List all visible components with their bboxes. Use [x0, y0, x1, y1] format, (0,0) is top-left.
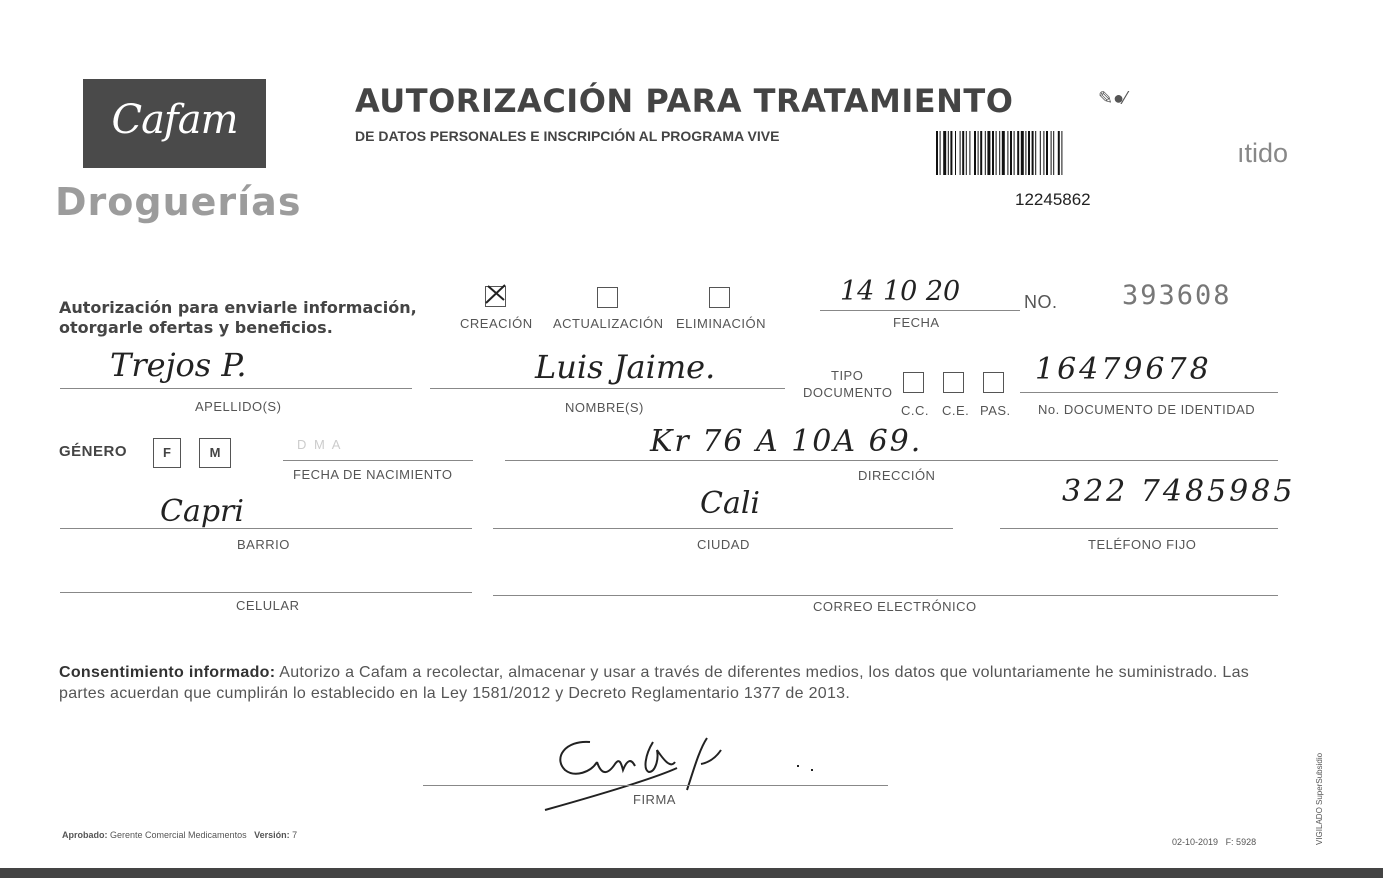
barcode-bar	[969, 131, 970, 175]
barcode-bar	[940, 131, 941, 175]
numero-documento-line	[1020, 392, 1278, 393]
intro-line-2: otorgarle ofertas y beneficios.	[59, 318, 333, 337]
barcode-bar	[1043, 131, 1044, 175]
ciudad-label: CIUDAD	[697, 537, 750, 552]
consent-text	[59, 662, 1279, 704]
genero-f-checkbox[interactable]: F	[153, 438, 181, 468]
genero-m-checkbox[interactable]: M	[199, 438, 231, 468]
barrio-line	[60, 528, 472, 529]
barcode-bar	[966, 131, 967, 175]
barcode-bar	[1010, 131, 1012, 175]
numero-documento-label: No. DOCUMENTO DE IDENTIDAD	[1038, 402, 1256, 417]
barcode-bar	[1032, 131, 1034, 175]
aprobado-value: Gerente Comercial Medicamentos	[110, 830, 247, 840]
cc-label: C.C.	[901, 403, 929, 418]
celular-label: CELULAR	[236, 598, 300, 613]
version-value: 7	[292, 830, 298, 840]
barcode-bar	[955, 131, 956, 175]
genero-label: GÉNERO	[59, 443, 128, 460]
numero-documento-value[interactable]: 16479678	[1035, 352, 1212, 387]
signature-label: FIRMA	[633, 792, 676, 807]
barcode-bar	[1061, 131, 1062, 175]
tipo-documento-label-2: DOCUMENTO	[803, 385, 893, 400]
telefono-value[interactable]: 322 7485985	[1062, 474, 1296, 509]
creacion-checkbox[interactable]	[485, 286, 506, 307]
form-number: 393608	[1122, 280, 1232, 311]
footer-codes	[1172, 837, 1256, 847]
form-number-label: NO.	[1024, 292, 1058, 312]
barcode-bar	[999, 131, 1000, 175]
apellidos-value[interactable]: Trejos P.	[110, 346, 247, 384]
correo-line[interactable]	[493, 595, 1278, 596]
barcode-bar	[1051, 131, 1052, 175]
barcode-bar	[978, 131, 979, 175]
aprobado-label: Aprobado:	[62, 830, 108, 840]
footer-approval	[62, 830, 297, 840]
barrio-label: BARRIO	[237, 537, 290, 552]
direccion-value[interactable]: Kr 76 A 10A 69.	[650, 424, 923, 459]
telefono-line	[1000, 528, 1278, 529]
intro-line-1: Autorización para enviarle información,	[59, 298, 417, 317]
ciudad-value[interactable]: Cali	[700, 486, 761, 521]
nombres-label: NOMBRE(S)	[565, 400, 644, 415]
barcode-bar	[950, 131, 952, 175]
barcode-bar	[985, 131, 986, 175]
barcode-bar	[987, 131, 990, 175]
barcode-bar	[992, 131, 994, 175]
consent-heading: Consentimiento informado:	[59, 664, 276, 681]
logo-text: Cafam	[111, 97, 238, 143]
barcode-bar	[1028, 131, 1030, 175]
page-subtitle: DE DATOS PERSONALES E INSCRIPCIÓN AL PROGRAMA VIVE	[355, 128, 780, 144]
ce-checkbox[interactable]	[943, 372, 964, 393]
signature-image	[535, 700, 825, 812]
barcode-bar	[1053, 131, 1054, 175]
eliminacion-checkbox[interactable]	[709, 287, 730, 308]
eliminacion-label: ELIMINACIÓN	[676, 316, 767, 331]
celular-line[interactable]	[60, 592, 472, 593]
nombres-value[interactable]: Luis Jaime.	[535, 348, 716, 386]
handwritten-mark: ✎●⁄	[1098, 88, 1127, 108]
barcode-bar	[1021, 131, 1024, 175]
signature-line[interactable]	[423, 785, 888, 786]
barcode-bar	[1002, 131, 1005, 175]
page-title: AUTORIZACIÓN PARA TRATAMIENTO	[355, 82, 1014, 120]
barrio-value[interactable]: Capri	[160, 494, 244, 529]
barcode-bar	[996, 131, 997, 175]
barcode-bar	[974, 131, 976, 175]
ciudad-line	[493, 528, 953, 529]
consent-body: Autorizo a Cafam a recolectar, almacenar y usar a través de diferentes medios, los datos que voluntariamente he suministrado. Las partes acuerdan que cumplirán lo establecido en la Ley 1581/2012 y Decreto Reglamentario 1377 de 2013.	[59, 664, 1250, 702]
date-code: 02-10-2019	[1172, 837, 1219, 847]
barcode-bar	[1035, 131, 1036, 175]
apellidos-label: APELLIDO(S)	[195, 399, 282, 414]
check-mark-icon	[483, 281, 509, 305]
tipo-documento-label-1: TIPO	[831, 368, 864, 383]
fecha-label: FECHA	[893, 315, 940, 330]
form-code: F: 5928	[1225, 837, 1257, 847]
barcode-bar	[1058, 131, 1060, 175]
vigilado-text: VIGILADO SuperSubsidio	[1315, 752, 1324, 845]
cafam-logo	[83, 79, 266, 168]
barcode-bar	[980, 131, 982, 175]
barcode-bar	[1040, 131, 1041, 175]
pas-label: PAS.	[980, 403, 1011, 418]
barcode-bar	[948, 131, 949, 175]
fecha-nacimiento-placeholder: D M A	[297, 437, 343, 452]
barcode-bar	[936, 131, 938, 175]
barcode-bar	[1014, 131, 1015, 175]
intro-text	[59, 298, 417, 338]
fecha-value[interactable]: 14 10 20	[840, 276, 961, 307]
barcode-bar	[1007, 131, 1008, 175]
brand-subtitle: Droguerías	[55, 180, 302, 224]
barcode-bar	[943, 131, 946, 175]
fecha-line	[820, 310, 1020, 311]
barcode-bar	[962, 131, 964, 175]
pas-checkbox[interactable]	[983, 372, 1004, 393]
barcode-bar	[1017, 131, 1019, 175]
fecha-nacimiento-line	[283, 460, 473, 461]
direccion-label: DIRECCIÓN	[858, 468, 936, 483]
barcode-bar	[1025, 131, 1026, 175]
version-label: Versión:	[254, 830, 290, 840]
bottom-border	[0, 868, 1383, 878]
barcode-bar	[1046, 131, 1048, 175]
actualizacion-label: ACTUALIZACIÓN	[553, 316, 664, 331]
barcode-image	[936, 131, 1159, 175]
direccion-line	[505, 460, 1278, 461]
partial-text: ıtido	[1237, 138, 1289, 168]
barcode-number: 12245862	[1015, 190, 1091, 209]
telefono-label: TELÉFONO FIJO	[1088, 537, 1197, 552]
ce-label: C.E.	[942, 403, 970, 418]
fecha-nacimiento-label: FECHA DE NACIMIENTO	[293, 467, 453, 482]
correo-label: CORREO ELECTRÓNICO	[813, 599, 977, 614]
nombres-line	[430, 388, 785, 389]
creacion-label: CREACIÓN	[460, 316, 533, 331]
apellidos-line	[60, 388, 412, 389]
barcode-bar	[960, 131, 961, 175]
actualizacion-checkbox[interactable]	[597, 287, 618, 308]
cc-checkbox[interactable]	[903, 372, 924, 393]
